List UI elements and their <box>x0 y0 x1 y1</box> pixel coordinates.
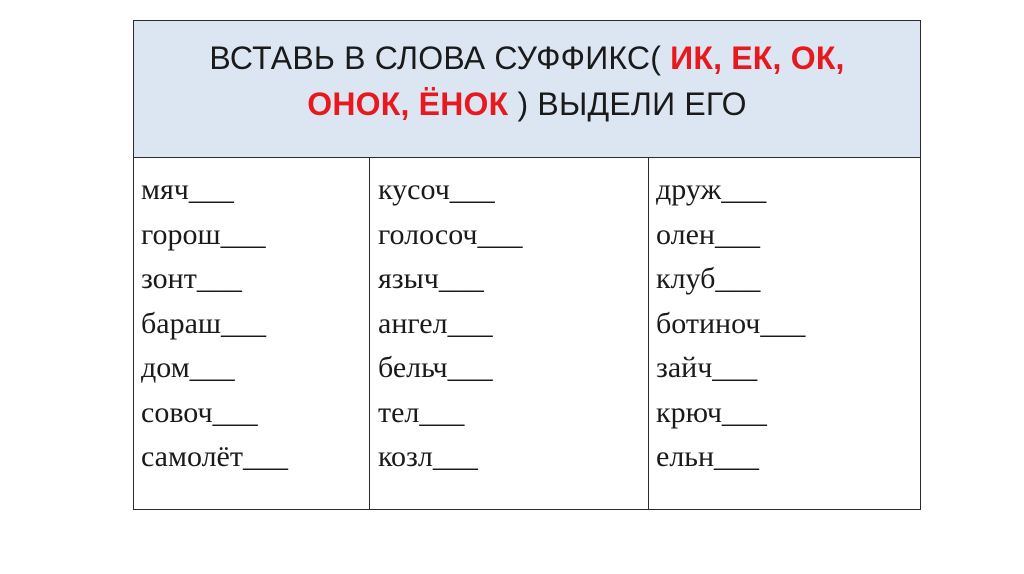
word-item: зайч___ <box>656 351 758 384</box>
task-header <box>134 21 920 158</box>
suffix-list-2: ОНОК, ЁНОК <box>307 86 509 122</box>
word-item: козл___ <box>378 440 478 473</box>
word-item: крюч___ <box>656 395 767 429</box>
word-item: дом___ <box>141 351 235 384</box>
word-item: самолёт___ <box>141 440 288 473</box>
word-column-2 <box>370 158 649 509</box>
word-column-1 <box>134 158 370 509</box>
task-line-2 <box>134 81 920 127</box>
word-item: зонт___ <box>141 262 242 295</box>
word-item: друж___ <box>656 173 767 206</box>
word-item: мяч___ <box>141 173 234 206</box>
suffix-list-1: ИК, ЕК, ОК, <box>670 40 845 76</box>
word-item: клуб___ <box>656 262 761 295</box>
task-instruction-end: ) ВЫДЕЛИ ЕГО <box>517 86 747 122</box>
word-item: голосоч___ <box>378 217 523 251</box>
exercise-table <box>133 20 921 510</box>
word-column-3 <box>649 158 920 509</box>
word-item: ельн___ <box>656 440 760 473</box>
task-instruction-start: ВСТАВЬ В СЛОВА СУФФИКС( <box>209 40 662 76</box>
word-item: бараш___ <box>141 306 266 340</box>
word-item: бельч___ <box>378 351 493 384</box>
word-item: горош___ <box>141 217 266 251</box>
word-item: кусоч___ <box>378 173 495 206</box>
word-item: совоч___ <box>141 395 258 429</box>
word-item: ангел___ <box>378 306 493 340</box>
task-line-1 <box>134 35 920 81</box>
word-item: ботиноч___ <box>656 306 806 340</box>
word-item: языч___ <box>378 262 484 295</box>
word-item: олен___ <box>656 217 760 251</box>
word-item: тел___ <box>378 395 465 429</box>
